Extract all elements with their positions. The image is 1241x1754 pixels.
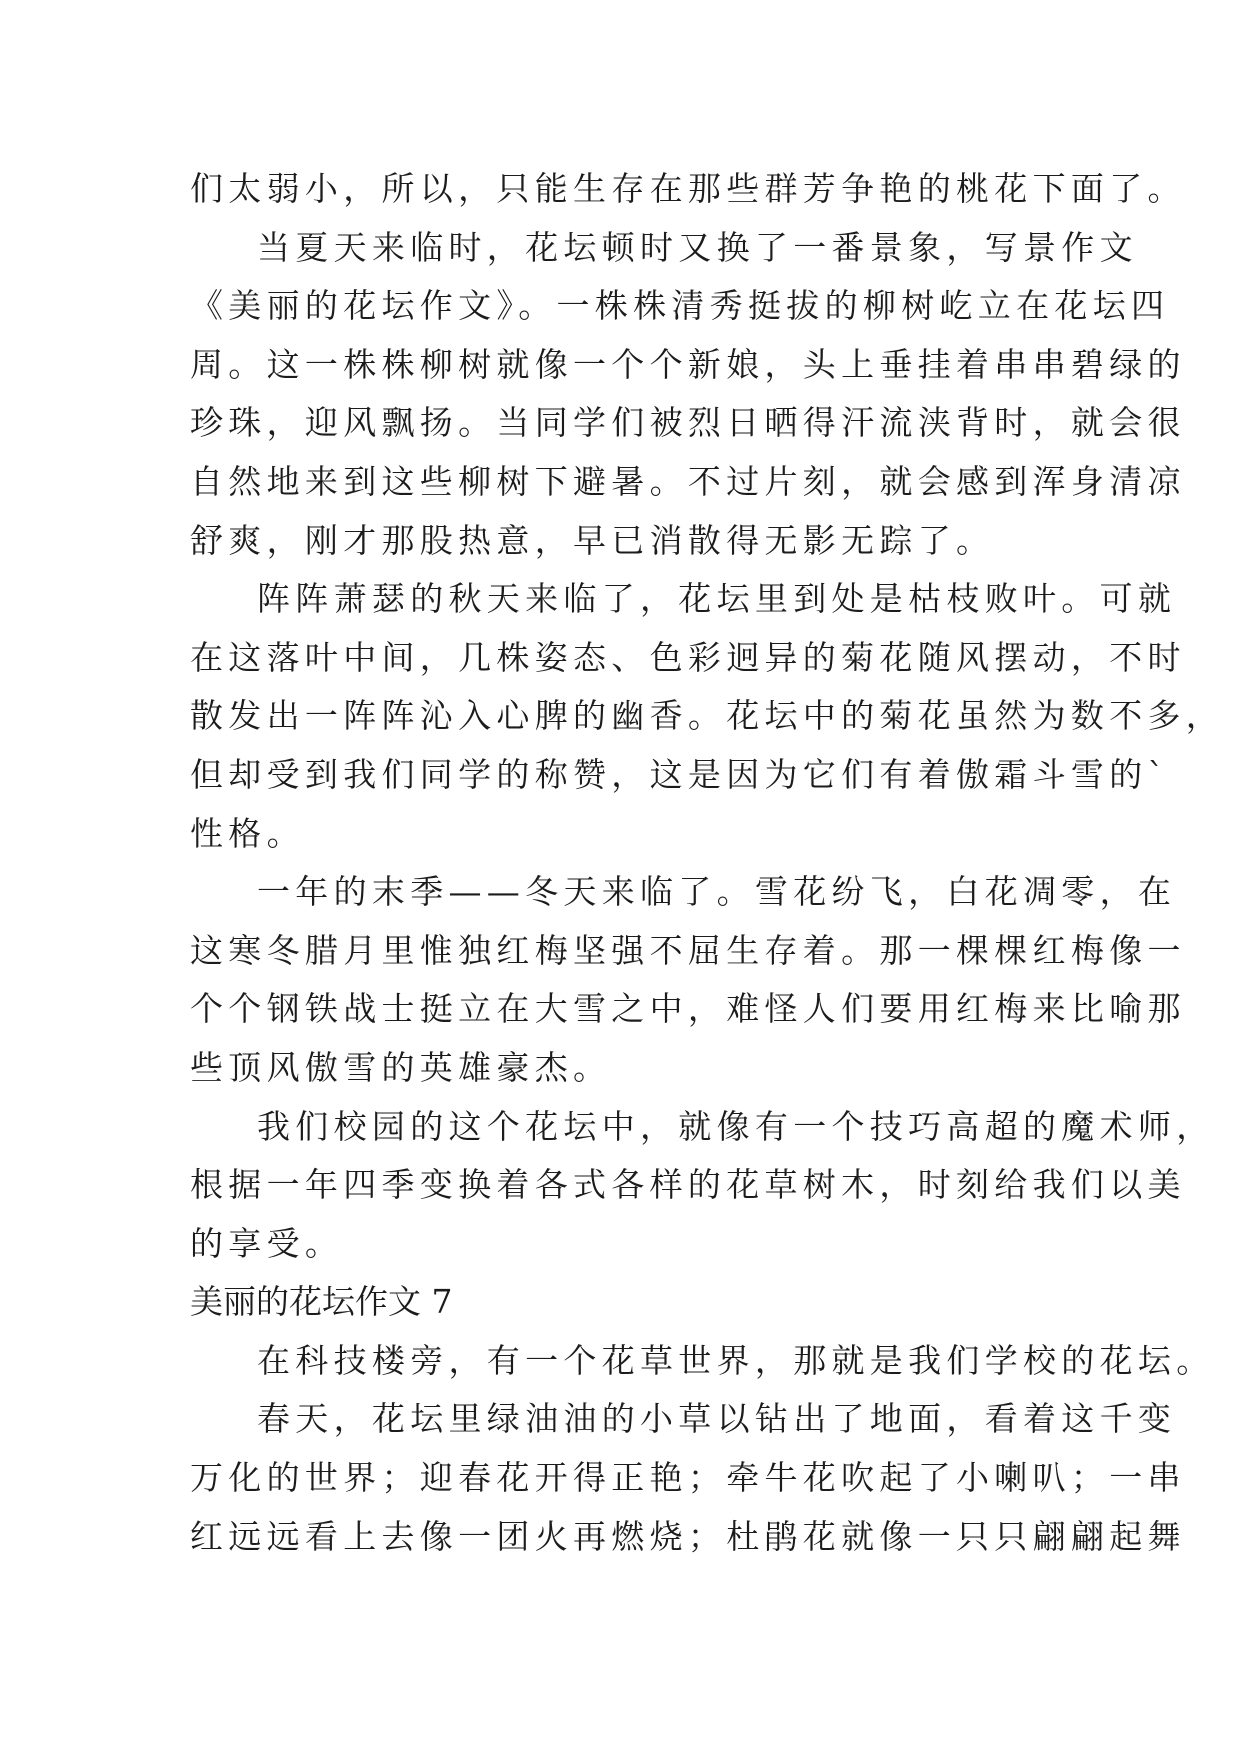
text-line: 《美丽的花坛作文》。一株株清秀挺拔的柳树屹立在花坛四 bbox=[190, 286, 1170, 326]
paragraph-start-line: 一年的末季——冬天来临了。雪花纷飞，白花凋零，在 bbox=[257, 872, 1177, 912]
text-line: 个个钢铁战士挺立在大雪之中，难怪人们要用红梅来比喻那 bbox=[190, 989, 1186, 1029]
paragraph-start-line: 阵阵萧瑟的秋天来临了，花坛里到处是枯枝败叶。可就 bbox=[257, 579, 1177, 619]
text-line: 周。这一株株柳树就像一个个新娘，头上垂挂着串串碧绿的 bbox=[190, 344, 1186, 384]
text-line: 珍珠，迎风飘扬。当同学们被烈日晒得汗流浃背时，就会很 bbox=[190, 403, 1186, 443]
text-line: 舒爽，刚才那股热意，早已消散得无影无踪了。 bbox=[190, 520, 995, 560]
text-line: 们太弱小，所以，只能生存在那些群芳争艳的桃花下面了。 bbox=[190, 169, 1186, 208]
section-title: 美丽的花坛作文 7 bbox=[190, 1282, 453, 1322]
text-line: 万化的世界；迎春花开得正艳；牵牛花吹起了小喇叭；一串 bbox=[190, 1458, 1186, 1498]
text-line: 这寒冬腊月里惟独红梅坚强不屈生存着。那一棵棵红梅像一 bbox=[190, 930, 1186, 970]
text-line: 的享受。 bbox=[190, 1223, 344, 1263]
text-line: 在这落叶中间，几株姿态、色彩迥异的菊花随风摆动，不时 bbox=[190, 637, 1186, 677]
text-line: 红远远看上去像一团火再燃烧；杜鹃花就像一只只翩翩起舞 bbox=[190, 1516, 1186, 1556]
text-line: 但却受到我们同学的称赞，这是因为它们有着傲霜斗雪的` bbox=[190, 754, 1170, 794]
text-line: 散发出一阵阵沁入心脾的幽香。花坛中的菊花虽然为数不多， bbox=[190, 696, 1225, 736]
paragraph-start-line: 我们校园的这个花坛中，就像有一个技巧高超的魔术师， bbox=[257, 1106, 1215, 1146]
paragraph-start-line: 春天，花坛里绿油油的小草以钻出了地面，看着这千变 bbox=[257, 1399, 1177, 1439]
text-line: 些顶风傲雪的英雄豪杰。 bbox=[190, 1047, 612, 1087]
text-line: 自然地来到这些柳树下避暑。不过片刻，就会感到浑身清凉 bbox=[190, 461, 1186, 501]
essay-body bbox=[190, 160, 1225, 1566]
paragraph-start-line: 当夏天来临时，花坛顿时又换了一番景象，写景作文 bbox=[257, 227, 1138, 267]
text-line: 性格。 bbox=[190, 813, 305, 853]
text-line: 根据一年四季变换着各式各样的花草树木，时刻给我们以美 bbox=[190, 1165, 1186, 1205]
paragraph-start-line: 在科技楼旁，有一个花草世界，那就是我们学校的花坛。 bbox=[257, 1340, 1215, 1380]
